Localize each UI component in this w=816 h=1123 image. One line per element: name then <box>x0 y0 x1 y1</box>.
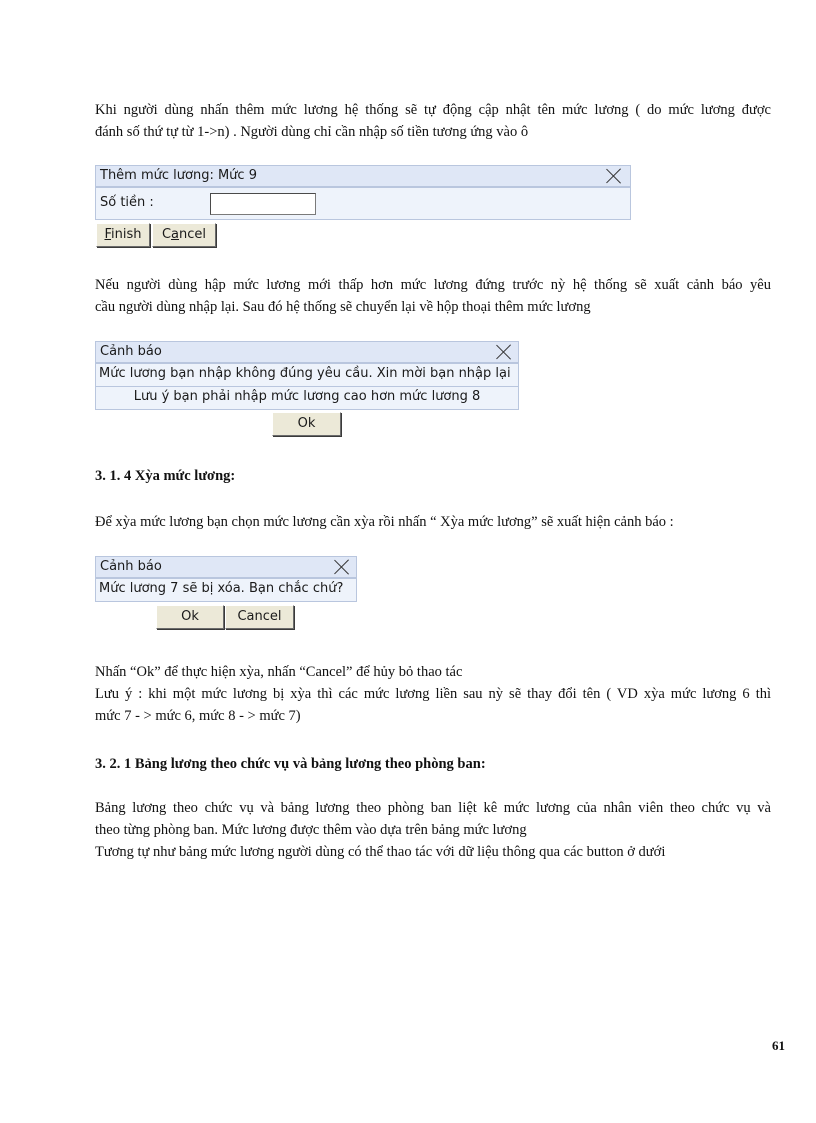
cancel-label-start: C <box>161 227 172 242</box>
dialog-title-bar <box>95 165 631 187</box>
warning-message-2: Lưu ý bạn phải nhập mức lương cao hơn mức lương 8 <box>133 389 481 404</box>
ok-button[interactable] <box>156 605 224 629</box>
tables-line-3: Tương tự như bảng mức lương người dùng có thể thao tác với dữ liệu thông qua các button ở dưới <box>95 844 666 860</box>
delete-paragraph: Để xỳa mức lương bạn chọn mức lương cần xỳa rồi nhấn “ Xỳa mức lương” sẽ xuất hiện cảnh báo : <box>95 514 674 530</box>
warning-message-row-2 <box>95 386 519 410</box>
ok-label: Ok <box>297 416 316 431</box>
finish-hotkey: F <box>104 227 112 242</box>
cancel-label: Cancel <box>237 609 282 624</box>
close-icon[interactable] <box>605 167 623 185</box>
amount-input[interactable] <box>210 193 316 215</box>
close-icon[interactable] <box>333 558 351 576</box>
amount-row <box>95 187 631 220</box>
cancel-label-end: ncel <box>179 227 207 242</box>
section-heading-delete: 3. 1. 4 Xỳa mức lương: <box>95 468 236 484</box>
confirm-message-row <box>95 578 357 602</box>
warning-dialog <box>95 341 519 437</box>
after-confirm-paragraph <box>95 661 771 727</box>
cancel-button[interactable] <box>152 223 216 247</box>
warning-message-1: Mức lương bạn nhập không đúng yêu cầu. Xin mời bạn nhập lại <box>99 366 511 381</box>
after-confirm-line-1: Nhấn “Ok” để thực hiện xỳa, nhấn “Cancel” để hủy bỏ thao tác <box>95 664 463 680</box>
close-icon[interactable] <box>495 343 513 361</box>
confirm-title: Cảnh báo <box>100 559 162 574</box>
section-heading-tables: 3. 2. 1 Bảng lương theo chức vụ và bảng lương theo phòng ban: <box>95 756 486 772</box>
dialog-title: Thêm mức lương: Mức 9 <box>100 168 257 183</box>
cancel-hotkey: a <box>171 227 180 242</box>
intro-line-2: đánh số thứ tự từ 1->n) . Người dùng chỉ cần nhập số tiền tương ứng vào ô <box>95 124 529 140</box>
warning-line-2: cầu người dùng nhập lại. Sau đó hệ thống sẽ chuyển lại về hộp thoại thêm mức lương <box>95 299 591 315</box>
warning-title: Cảnh báo <box>100 344 162 359</box>
intro-paragraph <box>95 99 771 143</box>
amount-label: Số tiền : <box>100 195 154 210</box>
after-confirm-line-3: mức 7 - > mức 6, mức 8 - > mức 7) <box>95 708 301 724</box>
after-confirm-line-2: Lưu ý : khi một mức lương bị xỳa thì các mức lương liền sau nỳ sẽ thay đổi tên ( VD xỳa mức lương 6 thì <box>95 686 771 702</box>
add-salary-dialog <box>95 165 631 249</box>
finish-label: inish <box>111 227 142 242</box>
intro-line-1: Khi người dùng nhấn thêm mức lương hệ thống sẽ tự động cập nhật tên mức lương ( do mức lương được <box>95 102 771 118</box>
ok-button[interactable] <box>272 412 341 436</box>
confirm-title-bar <box>95 556 357 578</box>
finish-button[interactable] <box>96 223 150 247</box>
page-number: 61 <box>772 1038 785 1053</box>
tables-paragraph <box>95 797 771 863</box>
cancel-button[interactable] <box>225 605 294 629</box>
tables-line-1: Bảng lương theo chức vụ và bảng lương theo phòng ban liệt kê mức lương của nhân viên theo chức vụ và <box>95 800 771 816</box>
warning-title-bar <box>95 341 519 363</box>
warning-paragraph <box>95 274 771 318</box>
tables-line-2: theo từng phòng ban. Mức lương được thêm vào dựa trên bảng mức lương <box>95 822 527 838</box>
confirm-message: Mức lương 7 sẽ bị xóa. Bạn chắc chứ? <box>99 581 344 596</box>
confirm-delete-dialog <box>95 556 357 632</box>
warning-message-row-1 <box>95 363 519 387</box>
ok-label: Ok <box>181 609 199 624</box>
warning-line-1: Nếu người dùng hập mức lương mới thấp hơn mức lương đứng trước nỳ hệ thống sẽ xuất cảnh báo yêu <box>95 277 771 293</box>
